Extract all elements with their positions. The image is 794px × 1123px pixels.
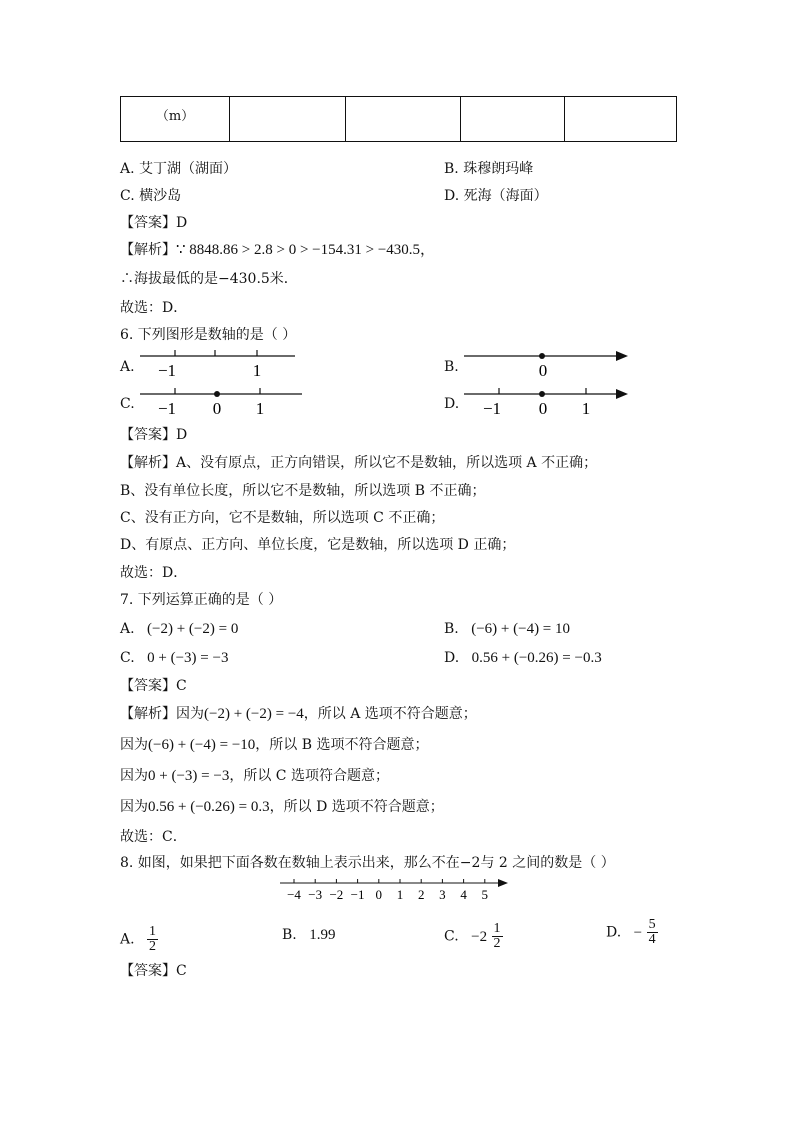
q6-answer: 【答案】D [120,427,188,443]
option-expression: 0.56 + (−0.26) = −0.3 [471,650,602,666]
fraction [492,922,503,951]
q7-option-b [444,620,570,638]
q7-choose: 故选：C． [120,829,187,845]
q6-choose: 故选：D． [120,565,188,581]
option-expression: (−2) + (−2) = 0 [147,621,239,637]
q8-number-line [280,874,520,904]
q7-question: 7. 下列运算正确的是（ ） [120,592,283,608]
q7-option-a [120,620,238,638]
analysis-expression: 0 + (−3) = −3 [148,768,230,784]
analysis-expression: (−2) + (−2) = −4 [204,706,304,722]
q7-option-c [120,649,228,667]
q6-analysis-a: 【解析】A、没有原点，正方向错误，所以它不是数轴，所以选项 A 不正确； [120,455,598,471]
table-cell-unit: （m） [121,97,230,142]
q6-number-line-a [140,346,300,382]
tick-label: −1 [157,399,177,418]
analysis-text: 因为 [120,799,148,815]
q6-analysis-b: B、没有单位长度，所以它不是数轴，所以选项 B 不正确； [120,483,486,499]
q5-analysis-line2: ∴海拔最低的是−430.5米． [120,271,298,287]
analysis-label: 【解析】 [120,242,176,258]
q8-option-c [444,922,503,951]
whole-part: −2 [471,928,488,945]
tick-label: 0 [538,399,548,418]
q5-option-b: B. 珠穆朗玛峰 [444,161,534,177]
axis-tick-label: −3 [308,887,323,902]
option-label: C. [444,928,459,945]
fraction [647,918,658,947]
q8-option-d [606,918,658,947]
tick-label: 1 [255,399,265,418]
option-label: A. [120,621,135,637]
analysis-expression: 0.56 + (−0.26) = 0.3 [148,799,270,815]
numerator: 1 [149,924,157,939]
tick-label: 0 [538,361,548,380]
option-label: A. [120,931,135,948]
q8-option-a [120,925,158,954]
tick-label: −1 [482,399,502,418]
tick-label: 1 [581,399,591,418]
q7-analysis-a [120,705,477,723]
axis-tick-label: −1 [350,887,365,902]
q7-option-d [444,649,602,667]
q6-option-b-label: B. [444,359,459,375]
option-value: 1.99 [309,927,336,943]
q6-number-line-c [140,384,310,420]
axis-tick-label: 5 [481,887,489,902]
axis-tick-label: 0 [375,887,383,902]
fraction [147,925,158,954]
axis-tick-label: 2 [417,887,425,902]
table-row [121,97,677,142]
q7-answer: 【答案】C [120,678,187,694]
option-label: B. [444,621,459,637]
q7-analysis-d [120,798,444,816]
option-label: D. [606,924,622,941]
tick-label: 1 [252,361,262,380]
q8-answer: 【答案】C [120,963,187,979]
q6-option-c-label: C. [120,396,135,412]
q8-question: 8. 如图，如果把下面各数在数轴上表示出来，那么不在−2与 2 之间的数是（ ） [120,855,615,871]
axis-tick-label: 1 [396,887,404,902]
denominator: 2 [149,939,157,954]
tick-label: 0 [212,399,222,418]
analysis-text: 【解析】因为 [120,706,204,722]
analysis-text: ，所以 C 选项符合题意； [229,768,389,784]
q6-question: 6. 下列图形是数轴的是（ ） [120,327,297,343]
analysis-expression: (−6) + (−4) = −10 [148,737,256,753]
altitude-table [120,96,677,142]
axis-tick-label: 3 [439,887,446,902]
axis-tick-label: −2 [329,887,344,902]
analysis-text: 因为 [120,768,148,784]
axis-tick-label: −4 [287,887,301,902]
option-label: C. [120,650,135,666]
analysis-text: 因为 [120,737,148,753]
q5-option-d: D. 死海（海面） [444,188,548,204]
q6-analysis-d: D、有原点、正方向、单位长度，它是数轴，所以选项 D 正确； [120,537,516,553]
minus-sign: − [633,924,643,941]
q5-choose: 故选：D． [120,300,188,316]
q6-option-d-label: D. [444,396,460,412]
denominator: 2 [493,936,501,951]
q6-option-a-label: A. [120,359,135,375]
analysis-inequality: ∵ 8848.86 > 2.8 > 0 > −154.31 > −430.5， [176,242,436,258]
table-cell [461,97,565,142]
table-cell [565,97,677,142]
option-label: B. [282,927,297,943]
numerator: 5 [648,917,656,932]
option-label: D. [444,650,460,666]
table-cell [230,97,346,142]
tick-label: −1 [157,361,177,380]
q5-option-a: A. 艾丁湖（湖面） [120,161,238,177]
q5-option-c: C. 横沙岛 [120,188,182,204]
table-cell [346,97,461,142]
analysis-text: ，所以 D 选项不符合题意； [269,799,444,815]
q6-number-line-b [464,346,634,382]
analysis-text: ，所以 B 选项不符合题意； [255,737,429,753]
option-expression: 0 + (−3) = −3 [147,650,229,666]
q8-option-b [282,926,335,944]
option-expression: (−6) + (−4) = 10 [471,621,571,637]
q5-answer: 【答案】D [120,215,188,231]
q7-analysis-c [120,767,389,785]
numerator: 1 [493,921,501,936]
analysis-text: ，所以 A 选项不符合题意； [303,706,477,722]
axis-tick-label: 4 [460,887,467,902]
q5-analysis-line1 [120,241,435,259]
q7-analysis-b [120,736,428,754]
denominator: 4 [648,932,656,947]
q6-number-line-d [464,384,634,420]
q6-analysis-c: C、没有正方向，它不是数轴，所以选项 C 不正确； [120,510,445,526]
